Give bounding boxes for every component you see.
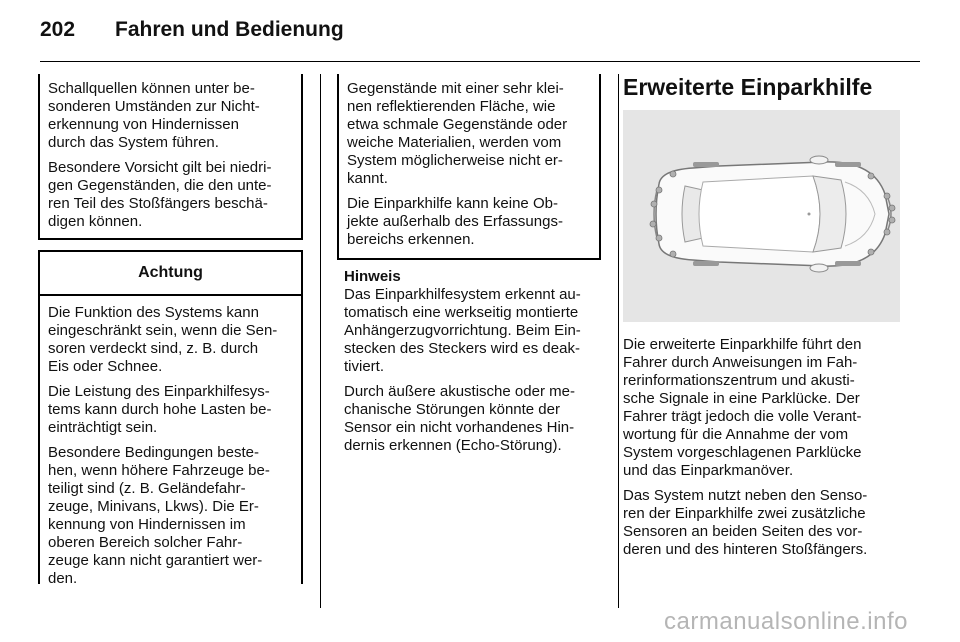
car-top-view-illustration [623,110,900,322]
warning-paragraph: Die Funktion des Systems kann eingeschränkt sein, wenn die Sen- soren verdeckt sind, z. B. durch Eis oder Schnee. [48,304,278,375]
info-box-paragraph: Schallquellen können unter be- sonderen Umständen zur Nicht- erkennung von Hindernissen durch das System führen. [48,80,260,151]
info-box-2-paragraph: Gegenstände mit einer sehr klei- nen reflektierenden Fläche, wie etwa schmale Gegenstände oder weiche Materialien, werden vom System möglicherweise nicht er- kannt. [347,80,568,187]
column-divider-left [320,74,321,608]
watermark: carmanualsonline.info [664,608,908,635]
header-rule [40,61,920,62]
column-divider-right [618,74,619,608]
section-title: Fahren und Bedienung [115,18,344,41]
warning-box [38,250,303,587]
warning-title: Achtung [40,252,301,296]
warning-paragraph: Besondere Bedingungen beste- hen, wenn höhere Fahrzeuge be- teiligt sind (z. B. Geländefahr- zeuge, Minivans, Lkws). Die Er- kennung von Hindernissen im oberen Bereich solcher Fahr- zeuge kann nicht garantiert wer- den. [48,444,270,587]
note-block [344,268,606,462]
section-paragraph: Das System nutzt neben den Senso- ren der Einparkhilfe zwei zusätzliche Sensoren an beiden Seiten des vor- deren und des hinteren Stoßfängers. [623,487,868,558]
section-paragraph: Die erweiterte Einparkhilfe führt den Fahrer durch Anweisungen im Fah- rerinformationszentrum und akusti- sche Signale in eine Parklücke. Der Fahrer trägt jedoch die volle Verant- wortung für die Annahme der vom System vorgeschlagenen Parklücke und das Einparkmanöver. [623,336,862,479]
info-box-paragraph: Besondere Vorsicht gilt bei niedri- gen Gegenständen, die den unte- ren Teil des Stoßfängers beschä- digen können. [48,159,272,230]
info-box-2-paragraph: Die Einparkhilfe kann keine Ob- jekte außerhalb des Erfassungs- bereichs erkennen. [347,195,563,248]
body-paragraph: Durch äußere akustische oder me- chanische Störungen könnte der Sensor ein nicht vorhandenes Hin- dernis erkennen (Echo-Störung). [344,383,575,454]
section-heading: Erweiterte Einparkhilfe [623,74,873,100]
warning-paragraph: Die Leistung des Einparkhilfesys- tems kann durch hohe Lasten be- einträchtigt sein. [48,383,272,436]
section-body [623,336,915,566]
info-box-2 [337,74,601,260]
car-icon [623,110,900,322]
note-text: Das Einparkhilfesystem erkennt au- tomatisch eine werkseitig montierte Anhängerzugvorrichtung. Beim Ein- stecken des Steckers wird es deak- tiviert. [344,286,581,375]
info-box [38,74,303,240]
note-label: Hinweis [344,268,401,285]
page-header [40,14,920,54]
page-number: 202 [40,18,76,41]
